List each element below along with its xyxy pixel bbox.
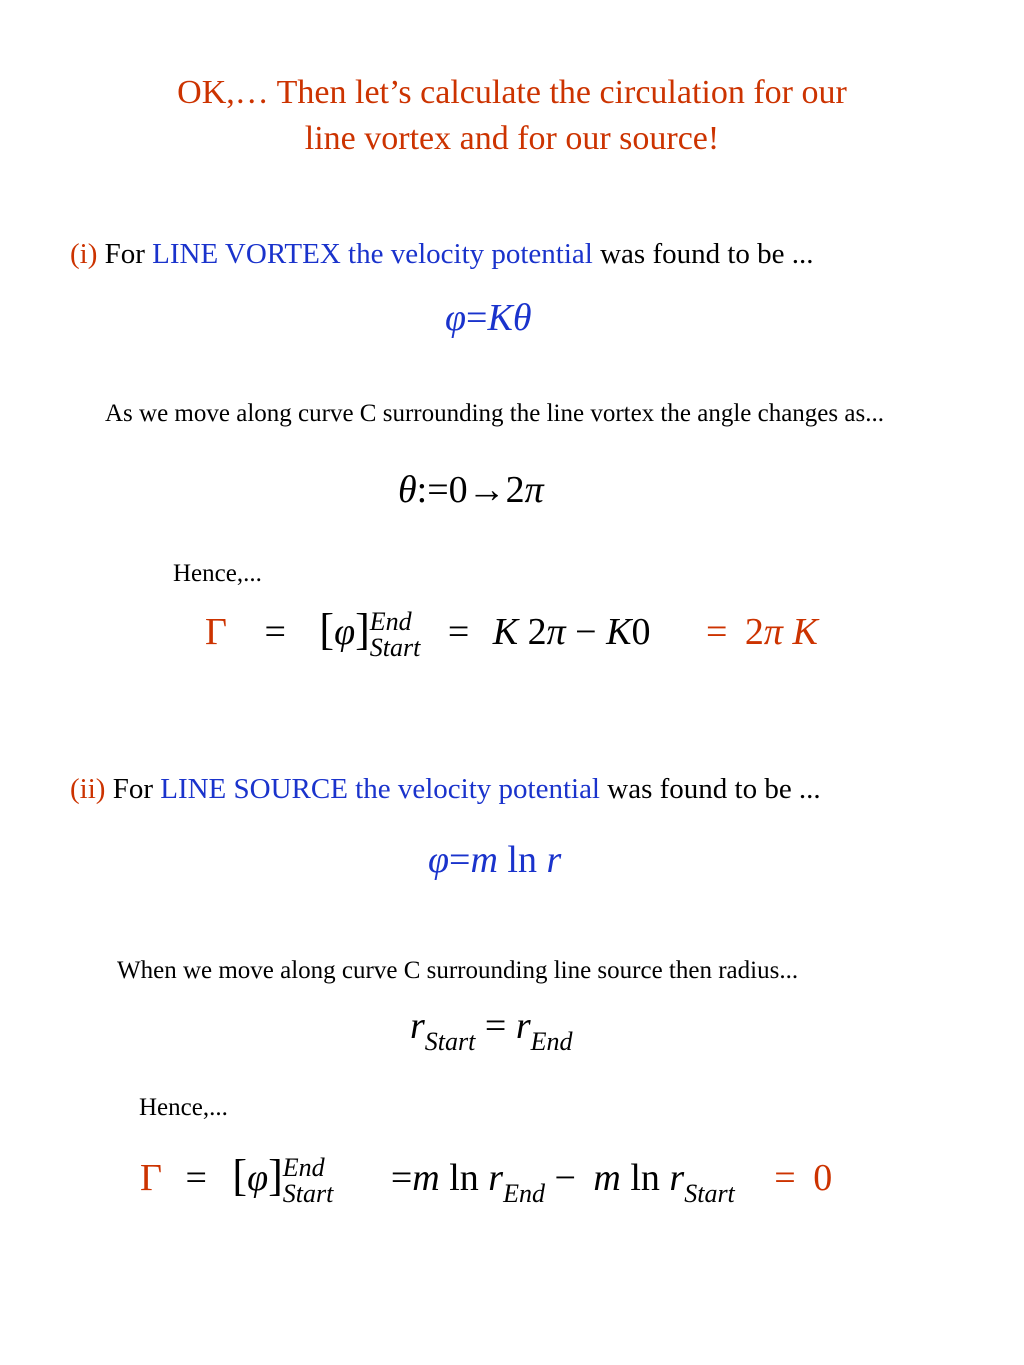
- hence-text: Hence,...: [139, 1094, 228, 1121]
- open-bracket: [: [319, 605, 335, 654]
- equals-sign: =: [447, 611, 470, 653]
- subscript-start: Start: [424, 1027, 476, 1056]
- heading-rest: was found to be ...: [607, 773, 821, 805]
- upper-limit: End: [282, 1153, 325, 1183]
- equals-sign: =: [264, 611, 286, 653]
- ln-symbol: ln: [507, 839, 537, 881]
- limits: [283, 1155, 334, 1207]
- theta-symbol: θ: [398, 469, 417, 511]
- upper-limit: End: [369, 607, 412, 637]
- m-symbol: m: [470, 839, 498, 881]
- lower-limit: Start: [282, 1179, 334, 1209]
- limits: [370, 609, 421, 661]
- r-symbol: r: [669, 1157, 685, 1199]
- r-symbol: r: [546, 839, 562, 881]
- angle-change-equation: [398, 468, 544, 512]
- pi-symbol: π: [524, 469, 544, 511]
- equals-sign: =: [390, 1157, 413, 1199]
- close-bracket: ]: [268, 1151, 283, 1200]
- subscript-end: End: [503, 1179, 545, 1208]
- arrow-symbol: →: [467, 469, 506, 511]
- hence-text: Hence,...: [173, 560, 262, 587]
- k-symbol: K: [492, 611, 519, 653]
- ln-symbol: ln: [449, 1157, 479, 1199]
- close-bracket: ]: [355, 605, 370, 654]
- slide-title-line-1: OK,… Then let’s calculate the circulation for our: [177, 74, 847, 111]
- result-equals: =: [774, 1157, 796, 1199]
- source-potential-equation: [428, 838, 561, 882]
- phi-symbol: φ: [445, 297, 467, 339]
- zero-value: 0: [448, 469, 468, 511]
- phi-symbol: φ: [247, 1157, 269, 1199]
- result-two: 2: [744, 611, 764, 653]
- r-symbol: r: [488, 1157, 504, 1199]
- phi-symbol: φ: [428, 839, 450, 881]
- equals-sign: =: [185, 1157, 207, 1199]
- result-equals: =: [705, 611, 728, 653]
- gamma-symbol: Γ: [140, 1157, 162, 1199]
- part-label: (ii): [70, 773, 106, 805]
- k-symbol: K: [606, 611, 632, 653]
- equals-sign: =: [449, 839, 471, 881]
- equals-sign: =: [466, 297, 488, 339]
- subscript-end: End: [530, 1027, 573, 1056]
- heading-highlight: LINE SOURCE the velocity potential: [160, 773, 600, 805]
- r-symbol: r: [410, 1005, 425, 1047]
- vortex-explanation: As we move along curve C surrounding the line vortex the angle changes as...: [105, 400, 884, 427]
- result-pi: π: [763, 611, 783, 653]
- gamma-symbol: Γ: [205, 611, 227, 653]
- heading-highlight: LINE VORTEX the velocity potential: [152, 238, 593, 270]
- r-symbol: r: [515, 1005, 531, 1047]
- vortex-circulation-equation: [205, 604, 818, 661]
- line-source-heading: [70, 773, 821, 806]
- heading-for: For: [104, 238, 145, 270]
- line-vortex-heading: [70, 238, 814, 271]
- source-circulation-equation: [140, 1150, 832, 1209]
- equals-sign: =: [484, 1005, 507, 1047]
- vortex-potential-equation: [445, 296, 532, 340]
- minus-sign: −: [554, 1157, 576, 1199]
- open-bracket: [: [232, 1151, 248, 1200]
- ln-symbol: ln: [630, 1157, 660, 1199]
- lower-limit: Start: [369, 633, 421, 663]
- part-label: (i): [70, 238, 98, 270]
- radius-equation: [410, 1004, 573, 1057]
- minus-sign: −: [575, 611, 597, 653]
- heading-for: For: [112, 773, 153, 805]
- result-k: K: [792, 611, 818, 653]
- theta-symbol: θ: [512, 297, 532, 339]
- slide-title-line-2: line vortex and for our source!: [304, 120, 720, 157]
- result-zero: 0: [813, 1157, 833, 1199]
- pi-symbol: π: [546, 611, 566, 653]
- two-value: 2: [505, 469, 525, 511]
- source-explanation: When we move along curve C surrounding line source then radius...: [117, 957, 799, 984]
- phi-symbol: φ: [334, 611, 356, 653]
- zero-value: 0: [631, 611, 651, 653]
- two-value: 2: [527, 611, 547, 653]
- m-symbol: m: [593, 1157, 621, 1199]
- k-symbol: K: [487, 297, 513, 339]
- subscript-start: Start: [684, 1179, 735, 1208]
- heading-rest: was found to be ...: [600, 238, 814, 270]
- assign-sign: :=: [416, 469, 449, 511]
- m-symbol: m: [412, 1157, 440, 1199]
